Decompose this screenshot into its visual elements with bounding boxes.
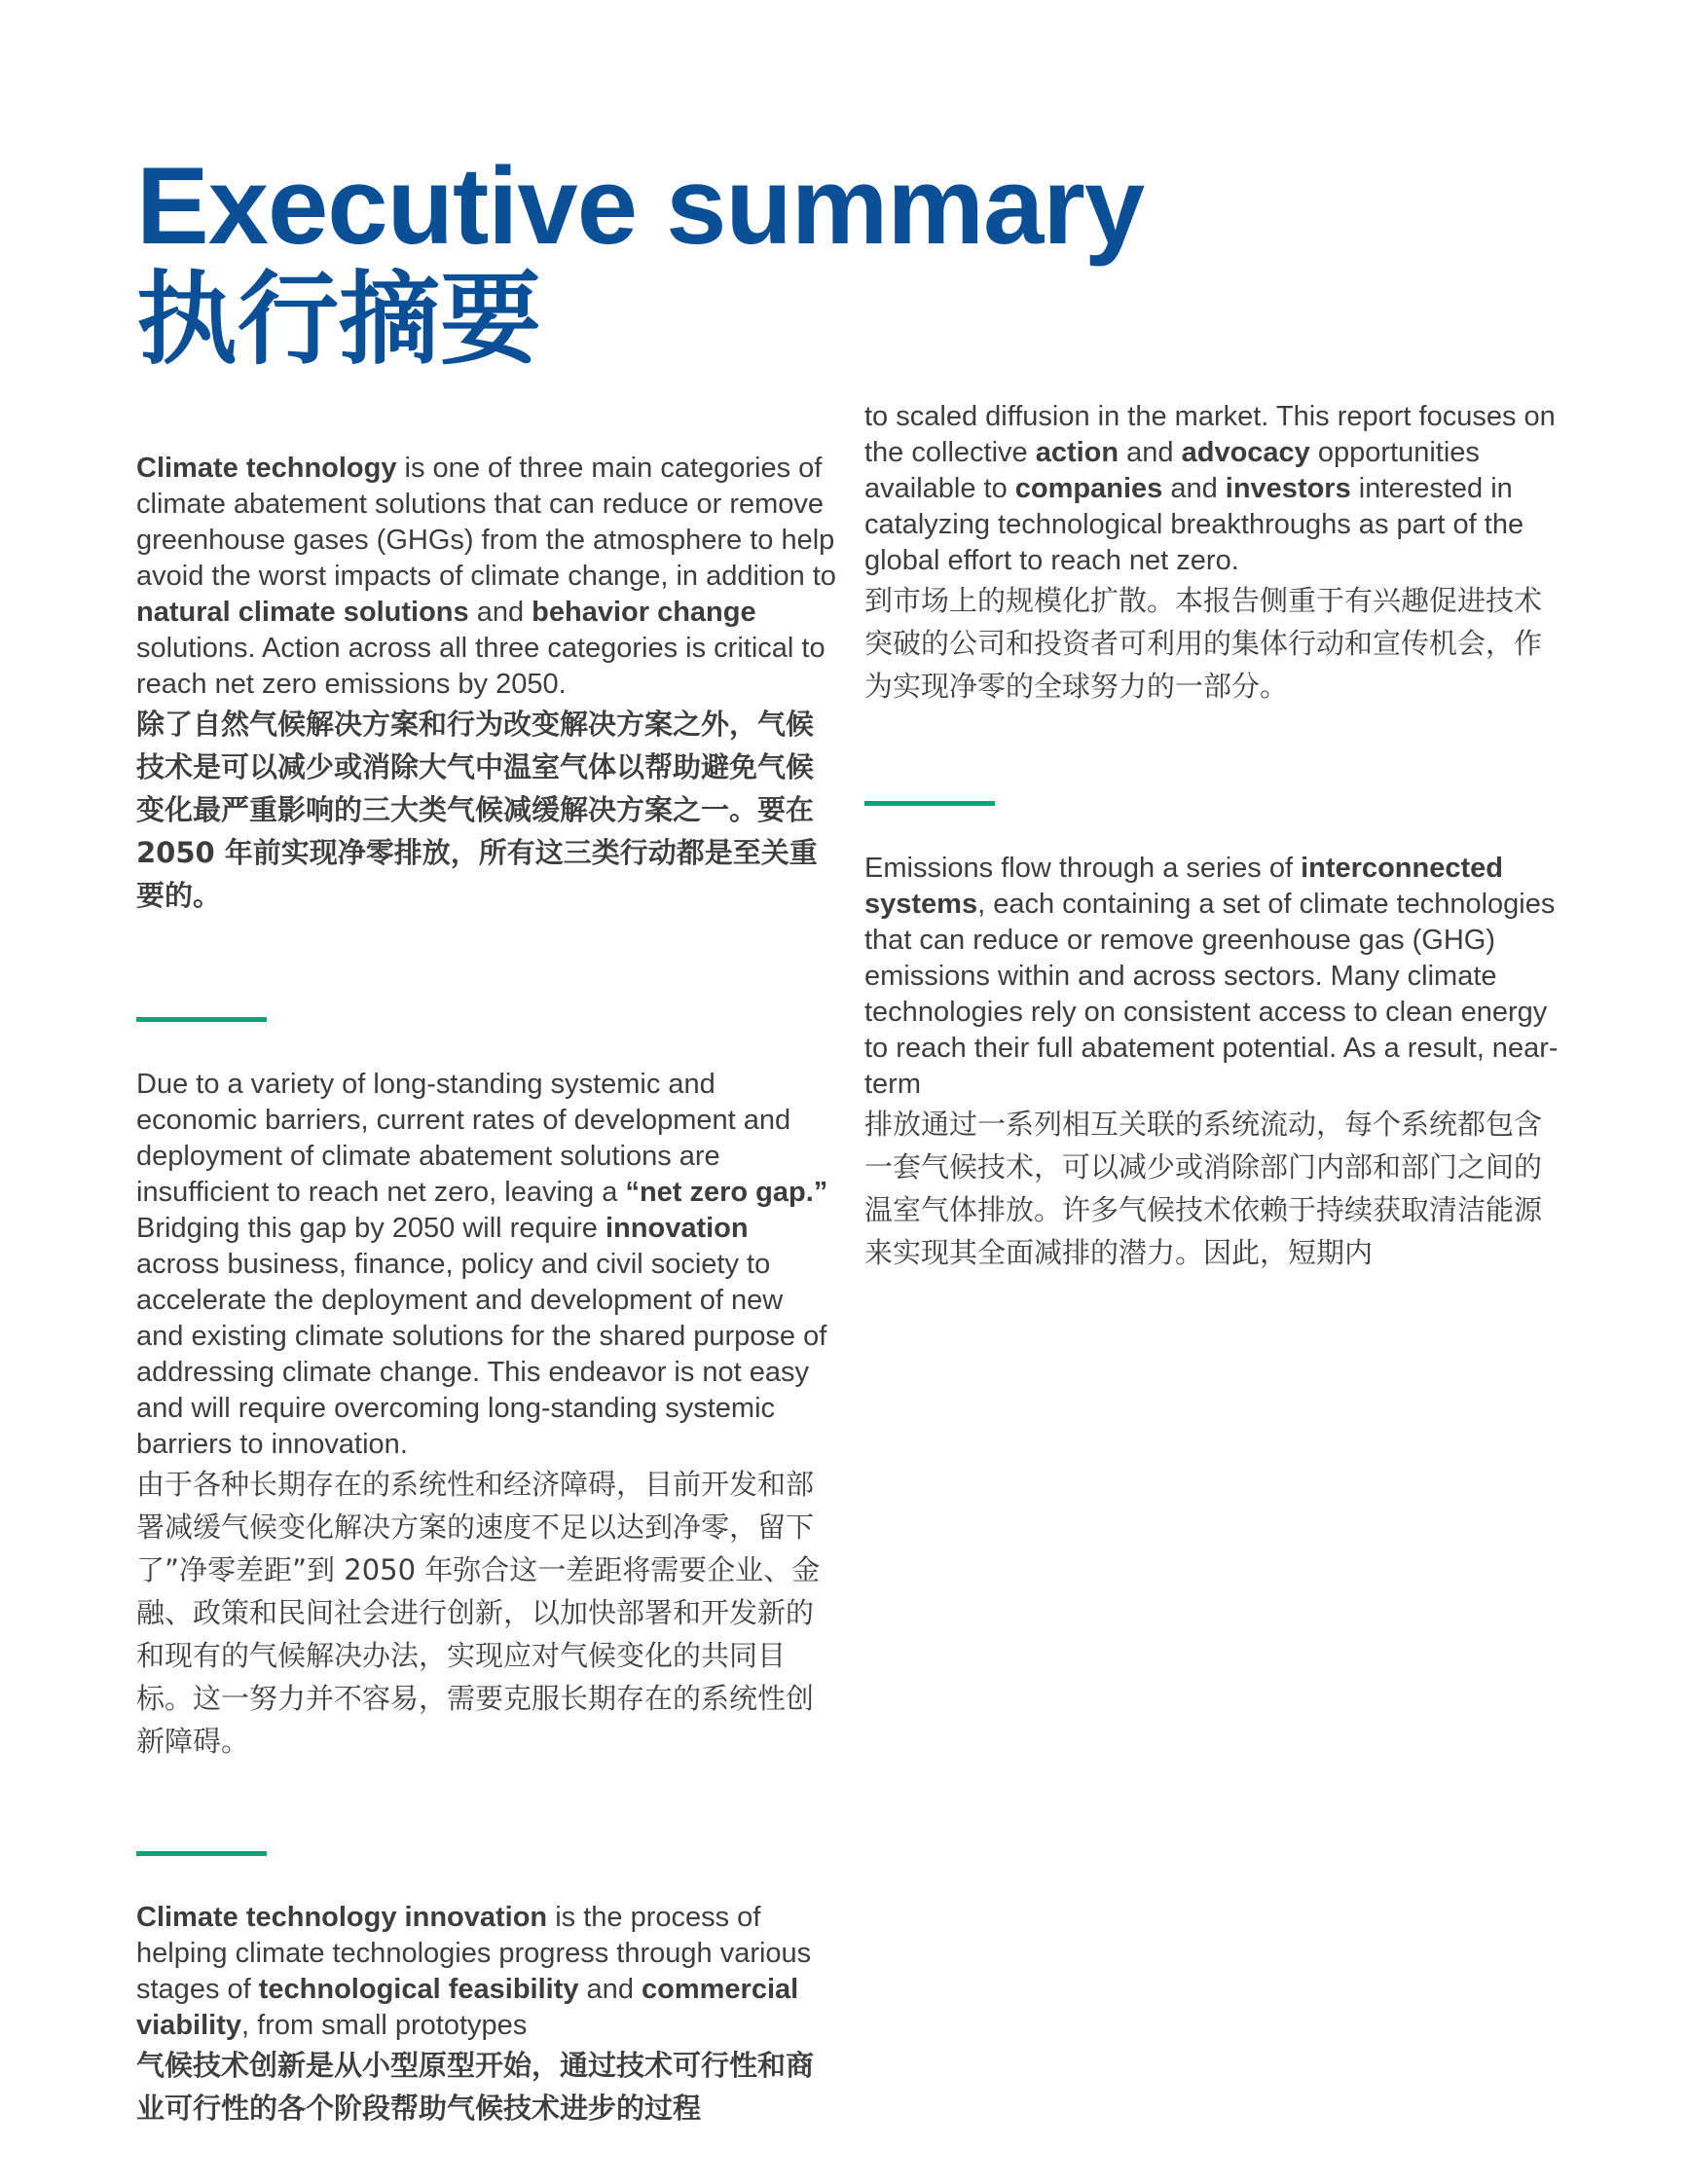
bold-term: advocacy — [1181, 437, 1310, 468]
bold-term: technological feasibility — [258, 1974, 579, 2005]
paragraph-english — [136, 1900, 837, 2044]
text-run: and — [578, 1974, 642, 2005]
section-divider — [136, 1017, 267, 1022]
text-run: is one of three main categories of climate abatement solutions that can reduce or remove greenhouse gases (GHGs) from the atmosphere to help avoid the worst impacts of climate change, in addition to — [136, 453, 836, 592]
text-run: opportunities available to — [864, 437, 1480, 504]
bold-term: behavior change — [532, 597, 756, 628]
paragraph-english — [864, 399, 1565, 579]
text-run: and — [1119, 437, 1182, 468]
bold-term: companies — [1014, 473, 1163, 504]
left-paragraph-2 — [136, 1067, 837, 1763]
section-divider — [864, 801, 995, 806]
bold-term: “net zero gap.” — [625, 1177, 828, 1208]
bold-term: natural climate solutions — [136, 597, 469, 628]
section-divider — [136, 1851, 267, 1856]
paragraph-chinese: 到市场上的规模化扩散。本报告侧重于有兴趣促进技术突破的公司和投资者可利用的集体行动和宣传机会，作为实现净零的全球努力的一部分。 — [864, 584, 1543, 703]
text-run: to scaled diffusion in the market. This report focuses on the collective — [864, 401, 1556, 468]
page-title: Executive summary — [136, 145, 1145, 267]
right-paragraph-2 — [864, 851, 1565, 1274]
text-run: across business, finance, policy and civil society to accelerate the deployment and development of new and existing climate solutions for the shared purpose of addressing climate change. This endeavor is not easy and will require overcoming long-standing systemic barriers to innovation. — [136, 1249, 827, 1460]
text-run: Emissions flow through a series of — [864, 853, 1302, 884]
text-run: solutions. Action across all three categories is critical to reach net zero emissions by 2050. — [136, 633, 826, 700]
right-paragraph-1 — [864, 399, 1565, 708]
text-run: and — [468, 597, 532, 628]
paragraph-chinese: 由于各种长期存在的系统性和经济障碍，目前开发和部署减缓气候变化解决方案的速度不足以达到净零，留下了”净零差距”到 2050 年弥合这一差距将需要企业、金融、政策和民间社会进行创新，以加快部署和开发新的和现有的气候解决办法，实现应对气候变化的共同目标。这一努力并不容易，需要克服长期存在的系统性创新障碍。 — [136, 1468, 821, 1758]
bold-term: action — [1035, 437, 1119, 468]
paragraph-chinese: 气候技术创新是从小型原型开始，通过技术可行性和商业可行性的各个阶段帮助气候技术进步的过程 — [136, 2049, 815, 2125]
text-run: interested in catalyzing technological breakthroughs as part of the global effort to reach net zero. — [864, 473, 1524, 576]
bold-term: commercial viability — [136, 1974, 799, 2041]
bold-term: Climate technology — [136, 453, 397, 484]
paragraph-english — [136, 1067, 837, 1463]
paragraph-english — [864, 851, 1565, 1103]
text-run: Bridging this gap by 2050 will require — [136, 1213, 605, 1244]
paragraph-chinese: 排放通过一系列相互关联的系统流动，每个系统都包含一套气候技术，可以减少或消除部门内部和部门之间的温室气体排放。许多气候技术依赖于持续获取清洁能源来实现其全面减排的潜力。因此，短期内 — [864, 1108, 1543, 1269]
paragraph-english — [136, 451, 837, 703]
left-paragraph-1 — [136, 451, 837, 917]
left-paragraph-3 — [136, 1900, 837, 2129]
text-run: , each containing a set of climate technologies that can reduce or remove greenhouse gas (GHG) emissions within and across sectors. Many climate technologies rely on consistent access to clean energy to reach their full abatement potential. As a result, near-term — [864, 889, 1559, 1100]
text-run: and — [1162, 473, 1226, 504]
bold-term: interconnected systems — [864, 853, 1503, 920]
text-run: Due to a variety of long-standing systemic and economic barriers, current rates of development and deployment of climate abatement solutions are insufficient to reach net zero, leaving a — [136, 1069, 791, 1208]
paragraph-chinese: 除了自然气候解决方案和行为改变解决方案之外，气候技术是可以减少或消除大气中温室气体以帮助避免气候变化最严重影响的三大类气候减缓解决方案之一。要在 2050 年前实现净零排放，所有这三类行动都是至关重要的。 — [136, 708, 818, 912]
page-title-chinese: 执行摘要 — [136, 260, 542, 379]
bold-term: innovation — [605, 1213, 749, 1244]
text-run: is the process of helping climate technologies progress through various stages of — [136, 1902, 812, 2005]
bold-term: Climate technology innovation — [136, 1902, 548, 1933]
text-run: , from small prototypes — [241, 2010, 528, 2041]
bold-term: investors — [1225, 473, 1351, 504]
